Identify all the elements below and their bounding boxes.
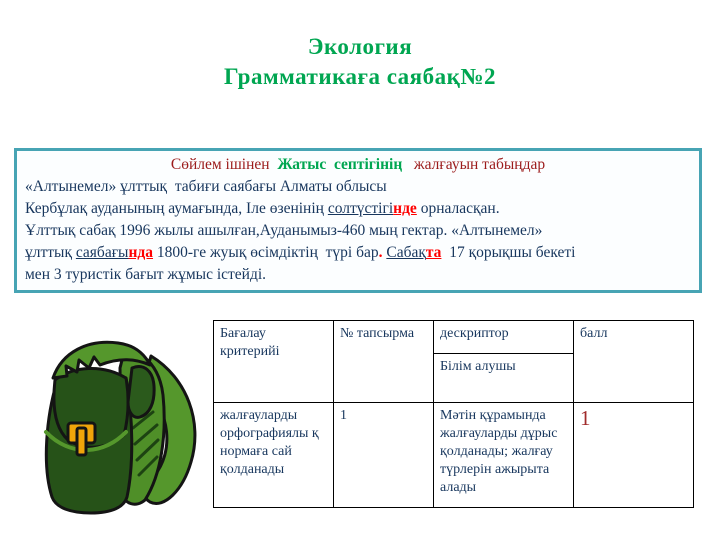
textbox-heading (25, 154, 691, 176)
text-run: Сөйлем ішінен (170, 156, 270, 173)
text-run: 1800-ге жуық өсімдіктің түрі бар (153, 244, 379, 261)
table-header-row (214, 321, 694, 354)
textbox-line (25, 220, 691, 242)
text-run: жалғауын табыңдар (402, 156, 546, 173)
text-run: мен 3 туристік бағыт жұмыс істейді. (25, 266, 267, 283)
text-run: солтүстігі (327, 200, 394, 217)
cell-score: 1 (574, 403, 694, 508)
textbox-line (25, 242, 691, 264)
text-run: Сабақ (386, 244, 426, 261)
text-run: та (425, 244, 442, 261)
header-cell-descriptor: дескриптор (434, 321, 574, 354)
text-run: нде (393, 200, 417, 217)
textbox-line (25, 198, 691, 220)
cell-criteria: жалғауларды орфографиялы қ нормаға сай қолданады (214, 403, 334, 508)
text-run: . (378, 244, 383, 261)
title-line-2: Грамматикаға саябақ№2 (223, 64, 496, 89)
backpack-image (33, 316, 211, 530)
criteria-table (213, 320, 694, 508)
textbox-line (25, 264, 691, 286)
slide-title (0, 32, 720, 92)
text-run: 17 қорықшы бекеті (441, 244, 576, 261)
header-cell-score: балл (574, 321, 694, 403)
cell-descriptor: Мәтін құрамында жалғауларды дұрыс қолданады; жалғау түрлерін ажырыта алады (434, 403, 574, 508)
header-cell-task: № тапсырма (334, 321, 434, 403)
text-run: Жатыс септігінің (269, 156, 403, 173)
grammar-textbox (14, 148, 702, 293)
text-run: «Алтынемел» ұлттық табиғи саябағы Алматы облысы (25, 178, 387, 195)
header-cell-learner: Білім алушы (434, 354, 574, 403)
table-row (214, 403, 694, 508)
text-run: нда (128, 244, 154, 261)
text-run: саябағы (75, 244, 129, 261)
cell-task-no: 1 (334, 403, 434, 508)
text-run: ұлттық (25, 244, 76, 261)
text-run: орналасқан. (416, 200, 500, 217)
textbox-body (25, 176, 691, 286)
title-line-1: Экология (307, 34, 413, 59)
text-run: Кербұлақ ауданының аумағында, Іле өзенінің (25, 200, 328, 217)
header-cell-criteria: Бағалау критерийі (214, 321, 334, 403)
text-run: Ұлттық сабақ 1996 жылы ашылған,Ауданымыз-460 мың гектар. «Алтынемел» (25, 222, 543, 239)
textbox-line (25, 176, 691, 198)
